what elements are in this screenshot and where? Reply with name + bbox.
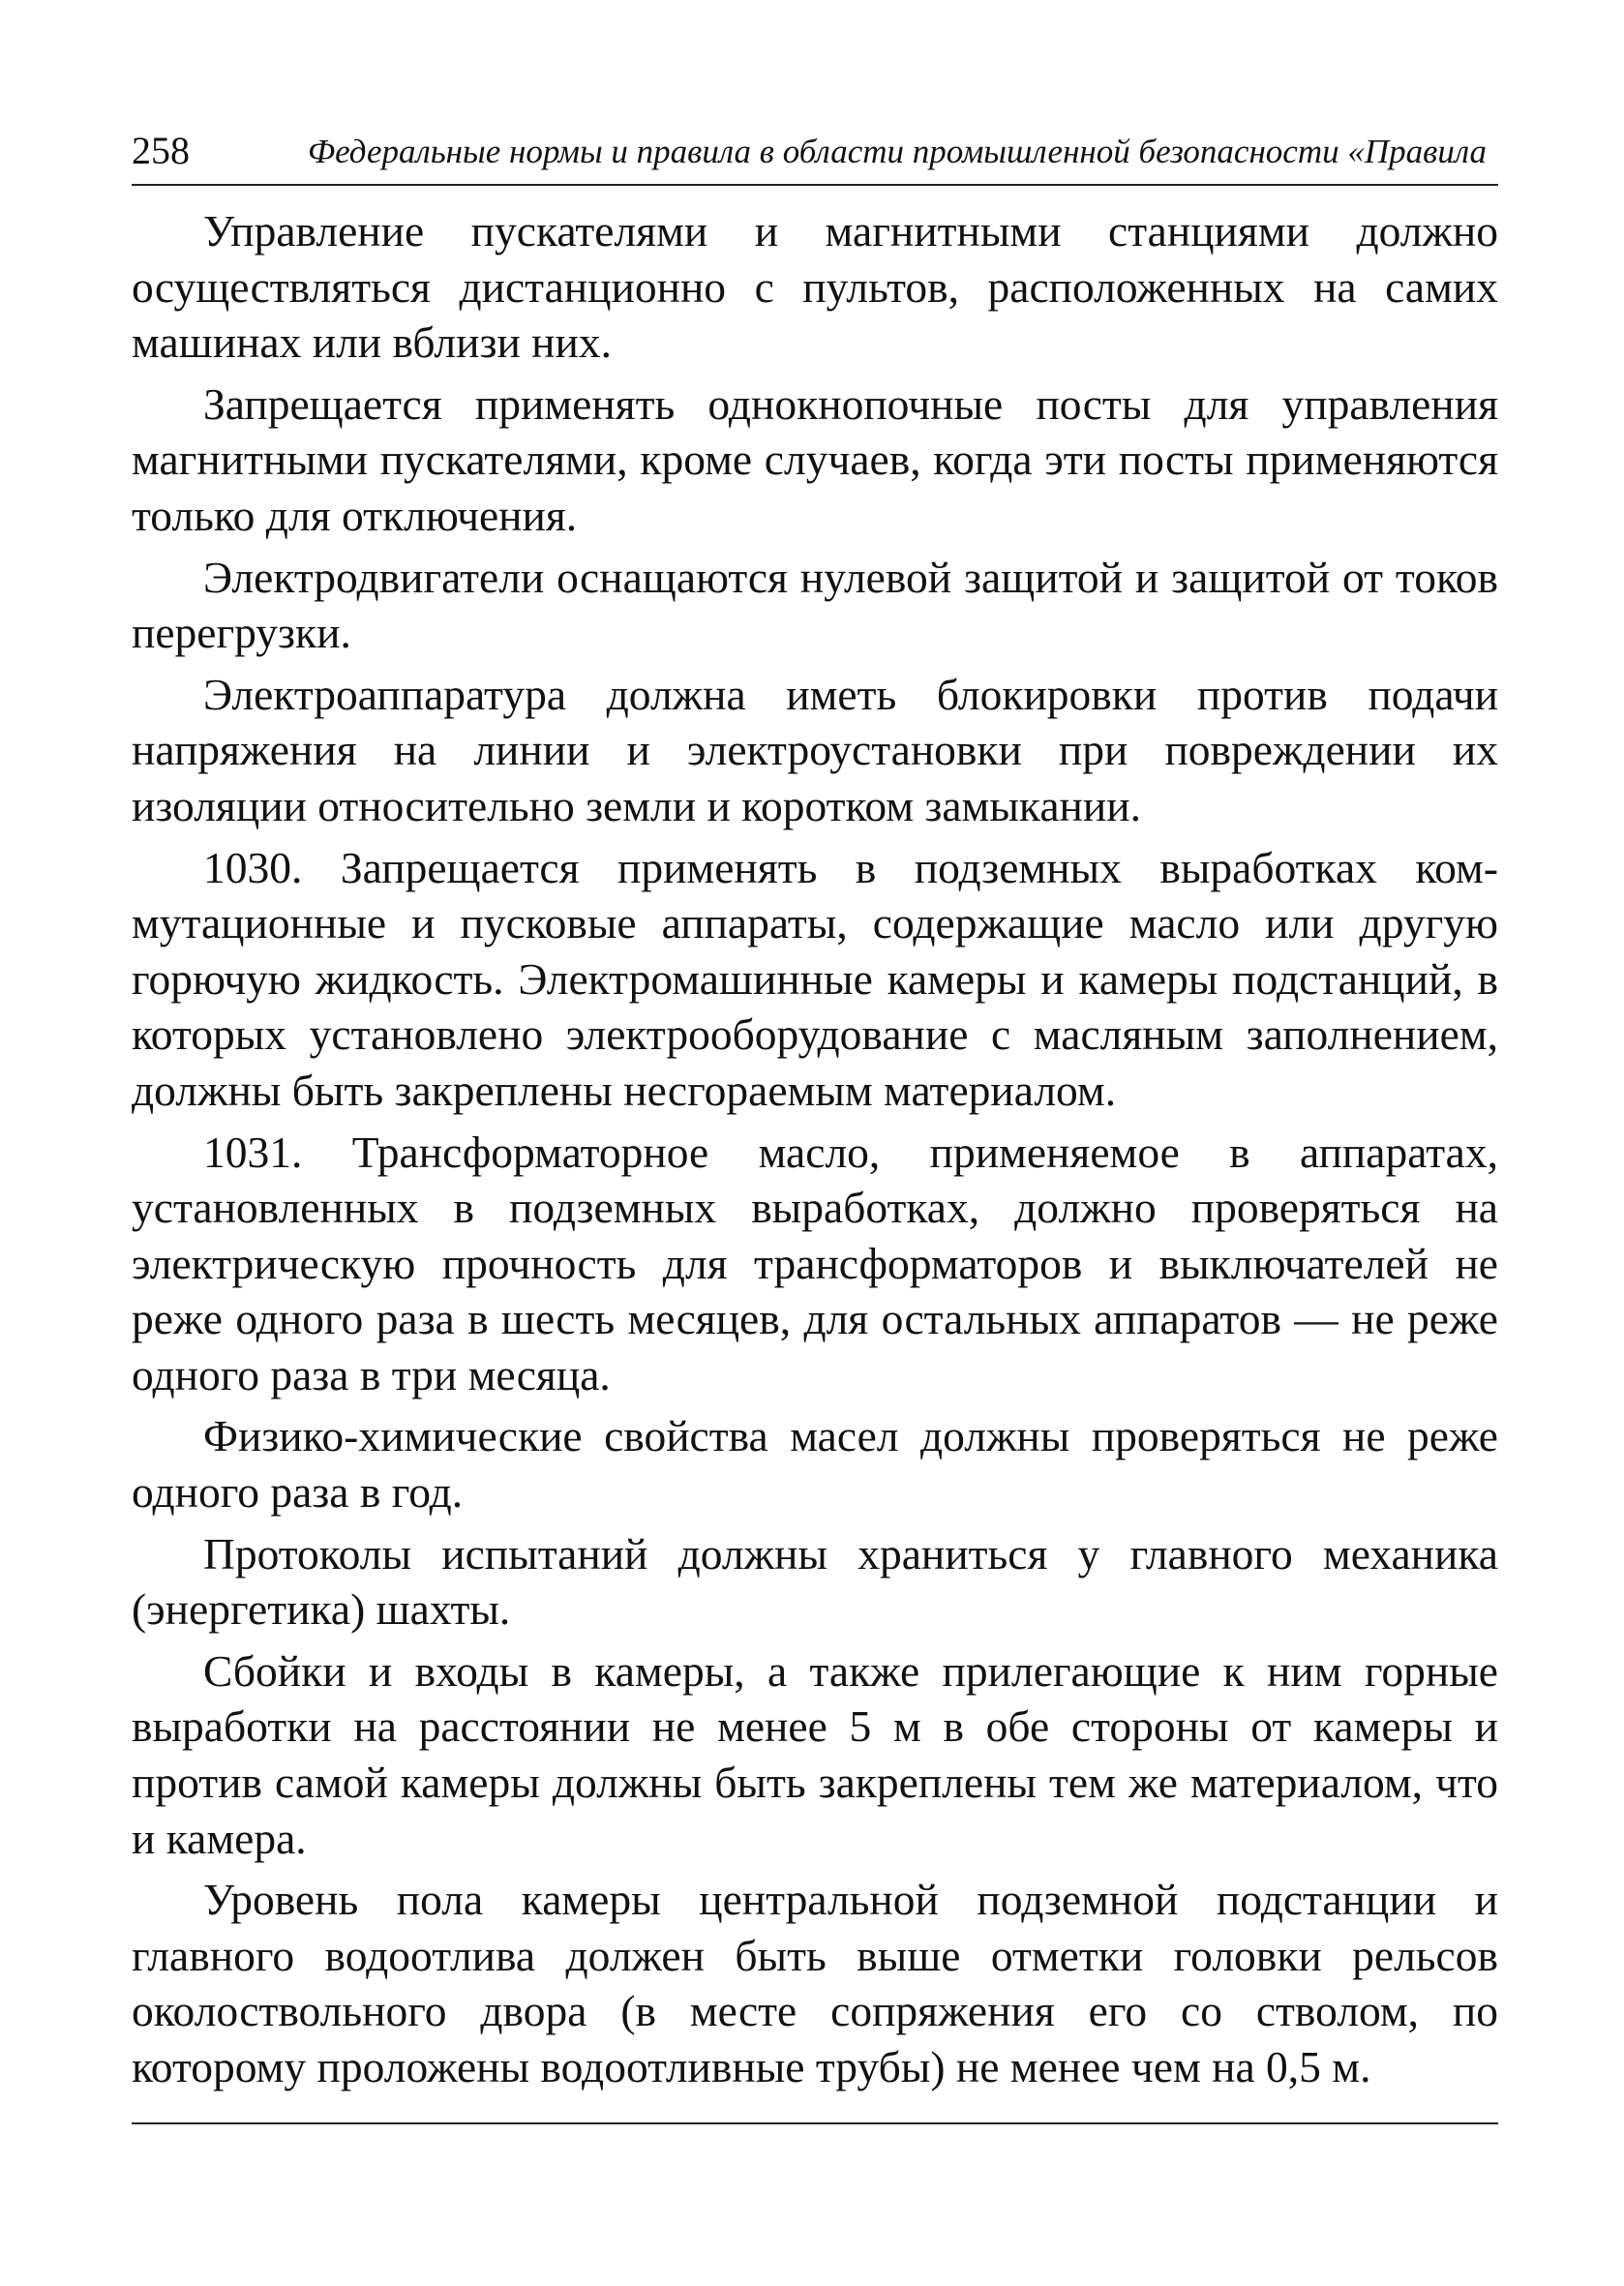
paragraph: 1030. Запрещается применять в подземных выработках коммутационные и пусковые аппараты, содержащие масло или другую горючую жидкость. Электромашинные камеры и камеры подстанций, в которых установлено электрооборудование с масляным заполнением, должны быть закреплены несгораемым материалом. [132,842,1498,1115]
paragraph: Физико-химические свойства масел должны проверяться не реже одного раза в год. [132,1411,1498,1518]
running-header [132,114,1498,186]
paragraph: Управление пускателями и магнитными станциями должно осуществляться дистанционно с пультов, расположенных на самих машинах или вблизи них. [132,206,1498,368]
paragraph: Электроаппаратура должна иметь блокировки против подачи напряжения на линии и электроустановки при повреждении их изоляции относительно земли и коротком замыкании. [132,669,1498,830]
paragraph: Запрещается применять однокнопочные посты для управления магнитными пускателями, кроме случаев, когда эти посты применяются только для отключения. [132,378,1498,540]
body-text [132,203,1498,2095]
paragraph: Сбойки и входы в камеры, а также прилегающие к ним горные выработки на расстоянии не менее 5 м в обе стороны от камеры и против самой камеры должны быть закреплены тем же материалом, что и камера. [132,1645,1498,1863]
paragraph: Протоколы испытаний должны храниться у главного механика (энергетика) шахты. [132,1528,1498,1635]
page-number: 258 [132,129,190,172]
document-page [132,114,1498,2124]
paragraph: Уровень пола камеры центральной подземной подстанции и главного водоотлива должен быть выше отметки головки рельсов околоствольного двора (в месте сопряжения его со стволом, по которому проложены водоотливные трубы) не менее чем на 0,5 м. [132,1875,1498,2091]
paragraph: 1031. Трансформаторное масло, применяемое в аппаратах, установленных в подземных выработках, должно проверяться на электрическую прочность для трансформаторов и выключателей не реже одного раза в шесть месяцев, для остальных аппаратов — не реже одного раза в три месяца. [132,1127,1498,1399]
bottom-divider [132,2122,1498,2124]
running-title: Федеральные нормы и правила в области промышленной безопасности «Правила [308,133,1488,170]
paragraph: Электродвигатели оснащаются нулевой защитой и защитой от токов перегрузки. [132,552,1498,658]
